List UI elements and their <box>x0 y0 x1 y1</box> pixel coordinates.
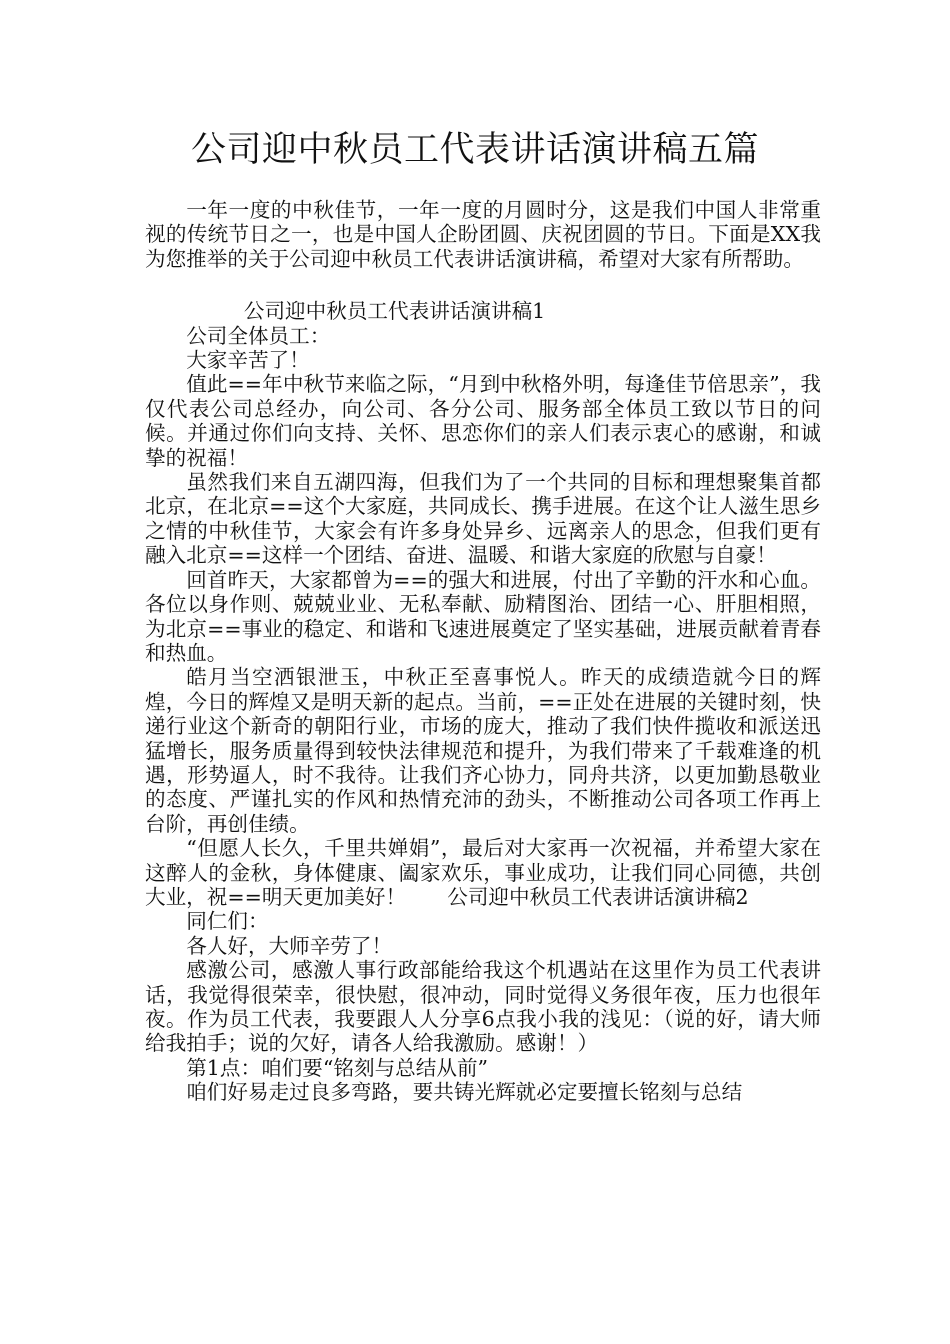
speech2-heading: 公司迎中秋员工代表讲话演讲稿2 <box>447 884 749 909</box>
speech1-paragraph-4: 皓月当空洒银泄玉，中秋正至喜事悦人。昨天的成绩造就今日的辉煌，今日的辉煌又是明天新的起点。当前，==正处在进展的关键时刻，快递行业这个新奇的朝阳行业，市场的庞大，推动了我们快件揽收和派送迅猛增长，服务质量得到较快法律规范和提升，为我们带来了千载难逢的机遇，形势逼人，时不我待。让我们齐心协力，同舟共济，以更加勤恳敬业的态度、严谨扎实的作风和热情充沛的劲头，不断推动公司各项工作再上台阶，再创佳绩。 <box>145 665 821 836</box>
speech1-paragraph-2: 虽然我们来自五湖四海，但我们为了一个共同的目标和理想聚集首都北京，在北京==这个大家庭，共同成长、携手进展。在这个让人滋生思乡之情的中秋佳节，大家会有许多身处异乡、远离亲人的思念，但我们更有融入北京==这样一个团结、奋进、温暖、和谐大家庭的欣慰与自豪！ <box>145 470 821 568</box>
speech1-closing: “但愿人长久，千里共婵娟”，最后对大家再一次祝福，并希望大家在这醉人的金秋，身体健康、阖家欢乐，事业成功，让我们同心同德，共创大业，祝==明天更加美好！ <box>145 836 821 909</box>
speech2-point-1-text: 咱们好易走过良多弯路，要共铸光辉就必定要擅长铭刻与总结 <box>186 1080 743 1105</box>
speech2-paragraph: 感激公司，感激人事行政部能给我这个机遇站在这里作为员工代表讲话，我觉得很荣幸，很快慰，很冲动，同时觉得义务很年夜，压力也很年夜。作为员工代表，我要跟人人分享6点我小我的浅见：（说的好，请大师给我拍手；说的欠好，请各人给我激励。感谢！） <box>145 958 821 1056</box>
speech1-paragraph-1: 值此==年中秋节来临之际，“月到中秋格外明，每逢佳节倍思亲”，我仅代表公司总经办，向公司、各分公司、服务部全体员工致以节日的问候。并通过你们向支持、关怀、思恋你们的亲人们表示衷心的感谢，和诚挚的祝福！ <box>145 372 821 470</box>
speech1-greeting: 大家辛苦了！ <box>186 348 310 373</box>
speech1-closing-paragraph <box>145 836 821 909</box>
speech1-paragraph-3: 回首昨天，大家都曾为==的强大和进展，付出了辛勤的汗水和心血。各位以身作则、兢兢业业、无私奉献、励精图治、团结一心、肝胆相照，为北京==事业的稳定、和谐和飞速进展奠定了坚实基础，进展贡献着青春和热血。 <box>145 567 821 665</box>
speech1-heading: 公司迎中秋员工代表讲话演讲稿1 <box>243 299 546 324</box>
speech1-salutation: 公司全体员工： <box>186 323 331 348</box>
intro-paragraph: 一年一度的中秋佳节，一年一度的月圆时分，这是我们中国人非常重视的传统节日之一，也是中国人企盼团圆、庆祝团圆的节日。下面是XX我为您推举的关于公司迎中秋员工代表讲话演讲稿，希望对大家有所帮助。 <box>145 198 821 271</box>
speech2-salutation: 同仁们： <box>186 909 269 934</box>
document-body <box>145 198 821 1105</box>
document-title: 公司迎中秋员工代表讲话演讲稿五篇 <box>190 130 759 170</box>
speech2-point-1: 第1点：咱们要“铭刻与总结从前” <box>186 1055 489 1080</box>
speech2-greeting: 各人好，大师辛劳了！ <box>186 933 393 958</box>
spacer <box>145 271 821 299</box>
